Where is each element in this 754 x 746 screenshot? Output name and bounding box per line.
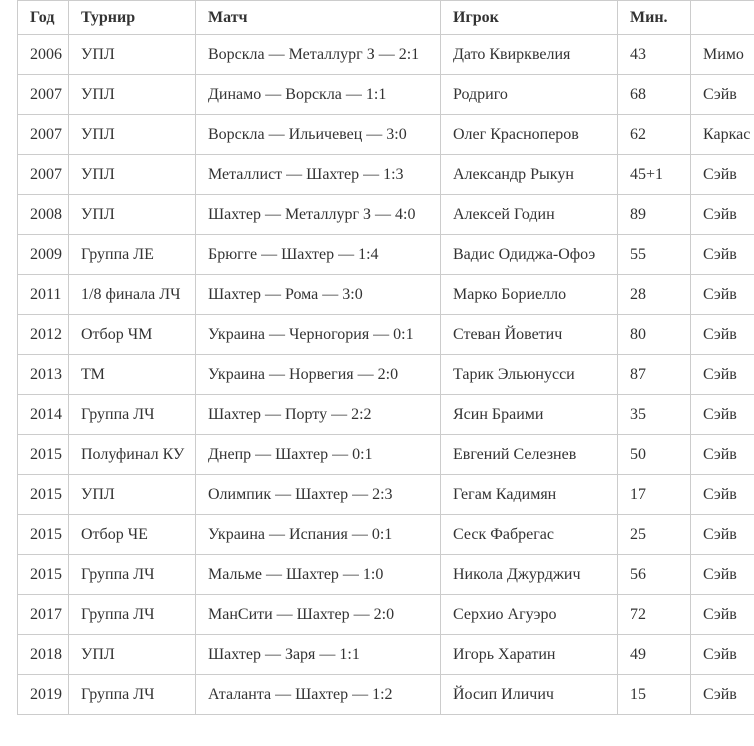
- cell-year: 2015: [18, 555, 69, 595]
- table-row: [18, 595, 754, 635]
- cell-year: 2007: [18, 155, 69, 195]
- cell-result: Мимо: [691, 35, 754, 75]
- column-header-tournament: Турнир: [69, 1, 196, 35]
- table-container: [17, 0, 754, 746]
- cell-year: 2015: [18, 475, 69, 515]
- cell-player: Йосип Иличич: [441, 675, 618, 715]
- cell-year: 2018: [18, 635, 69, 675]
- table-row: [18, 675, 754, 715]
- cell-player: Дато Квирквелия: [441, 35, 618, 75]
- cell-tournament: Отбор ЧМ: [69, 315, 196, 355]
- table-header: [18, 1, 754, 35]
- cell-player: Олег Красноперов: [441, 115, 618, 155]
- cell-tournament: УПЛ: [69, 635, 196, 675]
- table-row: [18, 635, 754, 675]
- table-row: [18, 275, 754, 315]
- cell-tournament: УПЛ: [69, 475, 196, 515]
- cell-tournament: УПЛ: [69, 155, 196, 195]
- cell-player: Ясин Браими: [441, 395, 618, 435]
- cell-year: 2012: [18, 315, 69, 355]
- cell-player: Игорь Харатин: [441, 635, 618, 675]
- cell-result: Сэйв: [691, 435, 754, 475]
- table-row: [18, 115, 754, 155]
- cell-year: 2011: [18, 275, 69, 315]
- cell-match: Шахтер — Рома — 3:0: [196, 275, 441, 315]
- cell-minute: 87: [618, 355, 691, 395]
- cell-year: 2017: [18, 595, 69, 635]
- cell-year: 2019: [18, 675, 69, 715]
- cell-match: Брюгге — Шахтер — 1:4: [196, 235, 441, 275]
- cell-result: Сэйв: [691, 635, 754, 675]
- cell-tournament: УПЛ: [69, 115, 196, 155]
- column-header-match: Матч: [196, 1, 441, 35]
- cell-match: Ворскла — Металлург З — 2:1: [196, 35, 441, 75]
- cell-tournament: Отбор ЧЕ: [69, 515, 196, 555]
- cell-result: Сэйв: [691, 515, 754, 555]
- table-row: [18, 555, 754, 595]
- cell-match: Шахтер — Порту — 2:2: [196, 395, 441, 435]
- table-row: [18, 395, 754, 435]
- cell-minute: 80: [618, 315, 691, 355]
- cell-player: Серхио Агуэро: [441, 595, 618, 635]
- table-row: [18, 155, 754, 195]
- cell-year: 2008: [18, 195, 69, 235]
- cell-player: Алексей Годин: [441, 195, 618, 235]
- cell-player: Гегам Кадимян: [441, 475, 618, 515]
- cell-tournament: УПЛ: [69, 35, 196, 75]
- table-body: [18, 35, 754, 715]
- cell-result: Сэйв: [691, 675, 754, 715]
- cell-minute: 56: [618, 555, 691, 595]
- table-row: [18, 475, 754, 515]
- cell-year: 2006: [18, 35, 69, 75]
- cell-year: 2013: [18, 355, 69, 395]
- cell-result: Сэйв: [691, 275, 754, 315]
- header-row: [18, 1, 754, 35]
- cell-match: Украина — Норвегия — 2:0: [196, 355, 441, 395]
- cell-result: Сэйв: [691, 315, 754, 355]
- cell-match: Олимпик — Шахтер — 2:3: [196, 475, 441, 515]
- cell-minute: 55: [618, 235, 691, 275]
- cell-year: 2009: [18, 235, 69, 275]
- cell-result: Сэйв: [691, 555, 754, 595]
- cell-tournament: УПЛ: [69, 195, 196, 235]
- cell-year: 2015: [18, 515, 69, 555]
- cell-result: Сэйв: [691, 475, 754, 515]
- cell-result: Сэйв: [691, 235, 754, 275]
- cell-match: МанСити — Шахтер — 2:0: [196, 595, 441, 635]
- cell-minute: 17: [618, 475, 691, 515]
- column-header-year: Год: [18, 1, 69, 35]
- cell-result: Каркас: [691, 115, 754, 155]
- cell-match: Шахтер — Металлург З — 4:0: [196, 195, 441, 235]
- cell-minute: 45+1: [618, 155, 691, 195]
- cell-tournament: Группа ЛЧ: [69, 595, 196, 635]
- table-row: [18, 75, 754, 115]
- cell-minute: 28: [618, 275, 691, 315]
- cell-minute: 68: [618, 75, 691, 115]
- cell-minute: 62: [618, 115, 691, 155]
- cell-result: Сэйв: [691, 75, 754, 115]
- table-row: [18, 315, 754, 355]
- cell-result: Сэйв: [691, 195, 754, 235]
- cell-result: Сэйв: [691, 395, 754, 435]
- cell-year: 2007: [18, 75, 69, 115]
- cell-minute: 50: [618, 435, 691, 475]
- cell-tournament: Группа ЛЕ: [69, 235, 196, 275]
- cell-player: Сеск Фабрегас: [441, 515, 618, 555]
- cell-match: Ворскла — Ильичевец — 3:0: [196, 115, 441, 155]
- cell-minute: 43: [618, 35, 691, 75]
- cell-minute: 49: [618, 635, 691, 675]
- table-row: [18, 195, 754, 235]
- cell-tournament: Группа ЛЧ: [69, 555, 196, 595]
- column-header-minute: Мин.: [618, 1, 691, 35]
- cell-player: Стеван Йоветич: [441, 315, 618, 355]
- cell-result: Сэйв: [691, 155, 754, 195]
- cell-tournament: Полуфинал КУ: [69, 435, 196, 475]
- cell-tournament: Группа ЛЧ: [69, 395, 196, 435]
- cell-tournament: 1/8 финала ЛЧ: [69, 275, 196, 315]
- cell-match: Металлист — Шахтер — 1:3: [196, 155, 441, 195]
- column-header-player: Игрок: [441, 1, 618, 35]
- cell-year: 2015: [18, 435, 69, 475]
- cell-tournament: Группа ЛЧ: [69, 675, 196, 715]
- table-row: [18, 35, 754, 75]
- cell-minute: 72: [618, 595, 691, 635]
- cell-match: Динамо — Ворскла — 1:1: [196, 75, 441, 115]
- cell-minute: 15: [618, 675, 691, 715]
- goals-table: [17, 0, 754, 715]
- cell-tournament: ТМ: [69, 355, 196, 395]
- cell-minute: 89: [618, 195, 691, 235]
- cell-year: 2014: [18, 395, 69, 435]
- cell-match: Днепр — Шахтер — 0:1: [196, 435, 441, 475]
- cell-result: Сэйв: [691, 595, 754, 635]
- cell-player: Тарик Эльюнусси: [441, 355, 618, 395]
- cell-player: Вадис Одиджа-Офоэ: [441, 235, 618, 275]
- cell-year: 2007: [18, 115, 69, 155]
- cell-player: Александр Рыкун: [441, 155, 618, 195]
- cell-minute: 35: [618, 395, 691, 435]
- cell-result: Сэйв: [691, 355, 754, 395]
- cell-player: Родриго: [441, 75, 618, 115]
- table-row: [18, 355, 754, 395]
- column-header-result: [691, 1, 754, 35]
- cell-match: Шахтер — Заря — 1:1: [196, 635, 441, 675]
- cell-player: Марко Бориелло: [441, 275, 618, 315]
- cell-tournament: УПЛ: [69, 75, 196, 115]
- table-row: [18, 435, 754, 475]
- cell-player: Никола Джурджич: [441, 555, 618, 595]
- cell-match: Украина — Черногория — 0:1: [196, 315, 441, 355]
- cell-match: Аталанта — Шахтер — 1:2: [196, 675, 441, 715]
- cell-player: Евгений Селезнев: [441, 435, 618, 475]
- cell-minute: 25: [618, 515, 691, 555]
- table-row: [18, 515, 754, 555]
- cell-match: Украина — Испания — 0:1: [196, 515, 441, 555]
- cell-match: Мальме — Шахтер — 1:0: [196, 555, 441, 595]
- table-row: [18, 235, 754, 275]
